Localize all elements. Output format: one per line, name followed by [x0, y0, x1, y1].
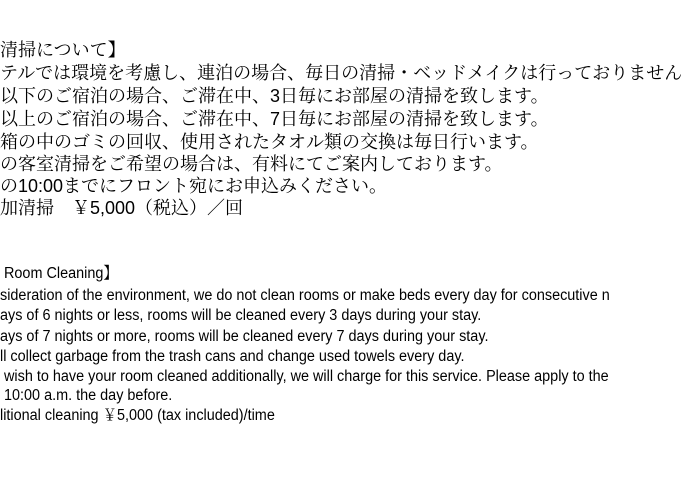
japanese-line: の客室清掃をご希望の場合は、有料にてご案内しております。: [0, 154, 503, 174]
english-line: wish to have your room cleaned additionally, we will charge for this service. Please apply to the: [0, 368, 609, 385]
english-line: 10:00 a.m. the day before.: [0, 387, 173, 404]
japanese-line: テルでは環境を考慮し、連泊の場合、毎日の清掃・ベッドメイクは行っておりません: [0, 63, 683, 83]
japanese-line: 加清掃 ￥5,000（税込）／回: [0, 198, 244, 218]
japanese-line: 以上のご宿泊の場合、ご滞在中、7日毎にお部屋の清掃を致します。: [0, 109, 549, 129]
japanese-line: の10:00までにフロント宛にお申込みください。: [0, 176, 388, 196]
english-line: ays of 6 nights or less, rooms will be cleaned every 3 days during your stay.: [0, 307, 482, 324]
english-line: litional cleaning ￥5,000 (tax included)/time: [0, 407, 275, 424]
english-line: ays of 7 nights or more, rooms will be cleaned every 7 days during your stay.: [0, 328, 489, 345]
japanese-heading: 清掃について】: [0, 40, 126, 60]
japanese-line: 箱の中のゴミの回収、使用されたタオル類の交換は毎日行います。: [0, 132, 539, 152]
english-heading: Room Cleaning】: [0, 265, 118, 282]
japanese-line: 以下のご宿泊の場合、ご滞在中、3日毎にお部屋の清掃を致します。: [0, 86, 549, 106]
english-line: sideration of the environment, we do not clean rooms or make beds every day for consecutive n: [0, 287, 610, 304]
english-line: ll collect garbage from the trash cans and change used towels every day.: [0, 348, 465, 365]
